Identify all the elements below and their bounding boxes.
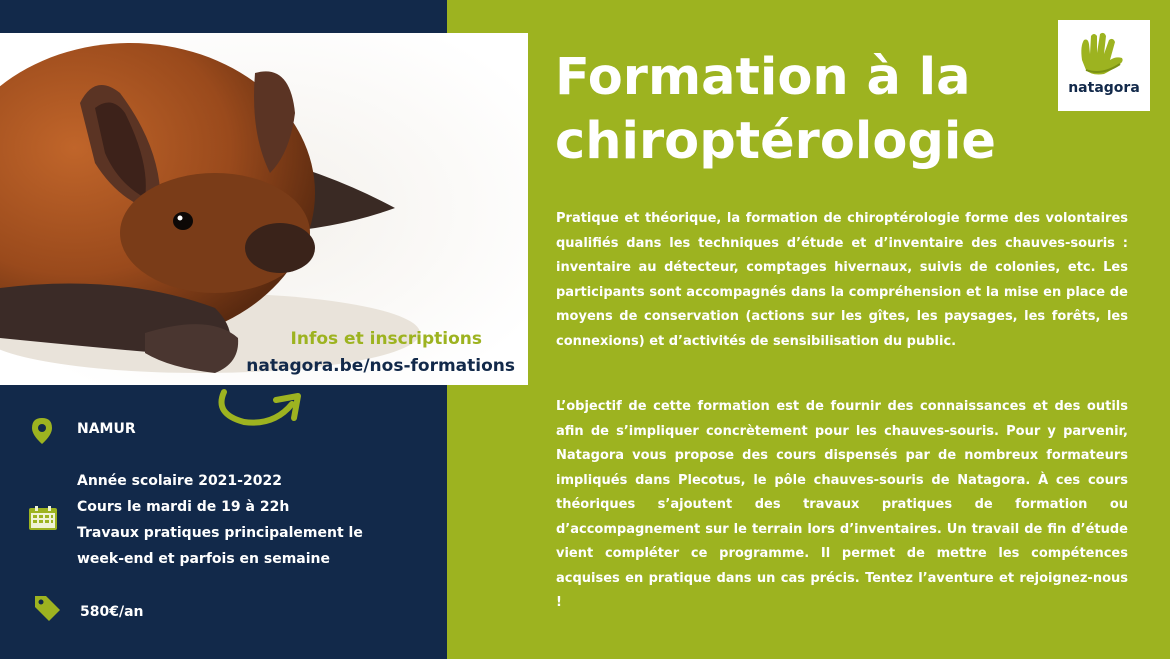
page-title <box>555 46 1055 174</box>
price-tag-icon <box>33 594 61 622</box>
paragraph-objective: L’objectif de cette formation est de fournir des connaissances et des outils afin de s’impliquer concrètement pour les chauves-souris. Pour y parvenir, Natagora vous propose des cours dispensés par de nombreux formateurs impliqués dans Plecotus, le pôle chauves-souris de Natagora. À ces cours théoriques s’ajoutent des travaux pratiques de formation ou d’accompagnement sur le terrain lors d’inventaires. Un travail de fin d’étude vient compléter ce programme. Il permet de mettre les compétences acquises en pratique dans un cas précis. Tentez l’aventure et rejoignez-nous ! <box>556 399 1128 610</box>
schedule-line-3: Travaux pratiques principalement le <box>77 525 363 541</box>
calendar-icon <box>29 506 57 530</box>
schedule-line-1: Année scolaire 2021-2022 <box>77 473 282 489</box>
logo-text: natagora <box>1068 80 1140 96</box>
title-line-2: chiroptérologie <box>555 112 996 171</box>
hand-icon <box>1076 30 1132 78</box>
info-url-link[interactable]: natagora.be/nos-formations <box>246 356 515 376</box>
schedule-line-2: Cours le mardi de 19 à 22h <box>77 499 290 515</box>
schedule-line-4: week-end et parfois en semaine <box>77 551 331 567</box>
schedule-text <box>77 468 363 572</box>
location-text: NAMUR <box>77 421 136 437</box>
natagora-logo[interactable] <box>1058 20 1150 111</box>
location-pin-icon <box>32 418 52 444</box>
title-line-1: Formation à la <box>555 48 971 107</box>
paragraph-intro: Pratique et théorique, la formation de chiroptérologie forme des volontaires qualifiés dans les techniques d’étude et d’inventaire des chauves-souris : inventaire au détecteur, comptages hivernaux, suivis de colonies, etc. Les participants sont accompagnés dans la compréhension et la mise en place de moyens de conservation (actions sur les gîtes, les paysages, les forêts, les connexions) et d’activités de sensibilisation du public. <box>556 211 1128 349</box>
curved-arrow-icon <box>214 384 309 429</box>
price-text: 580€/an <box>80 604 144 620</box>
info-title: Infos et inscriptions <box>290 329 482 349</box>
